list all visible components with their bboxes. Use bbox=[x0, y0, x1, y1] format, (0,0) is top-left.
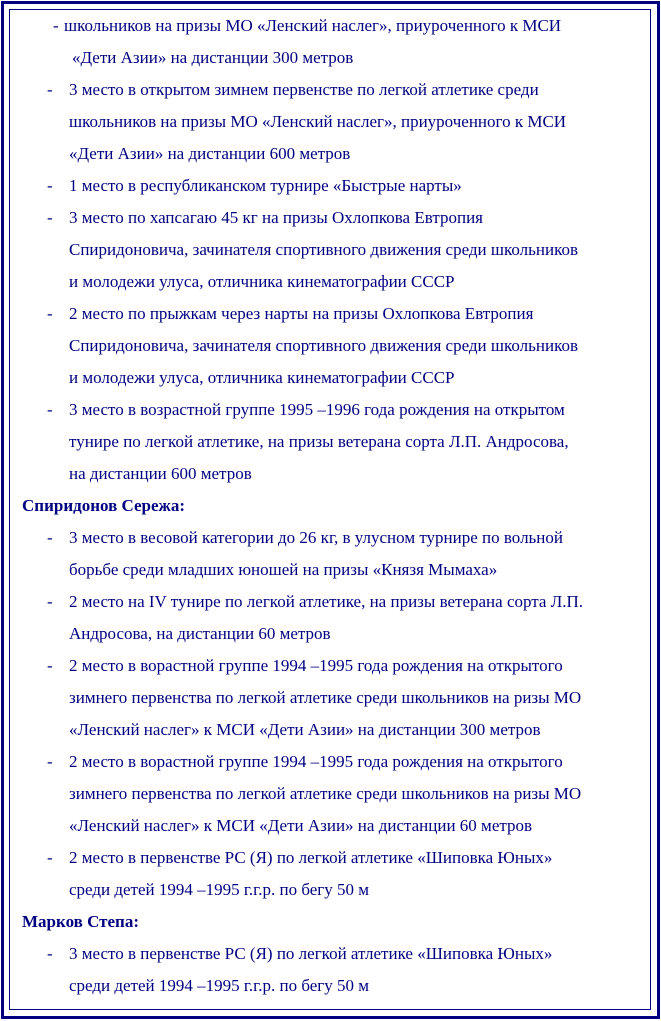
bullet-dash: - bbox=[47, 304, 53, 323]
achievement-text-line: Спиридоновича, зачинателя спортивного движения среди школьников bbox=[69, 336, 579, 355]
achievement-text-line: школьников на призы МО «Ленский наслег», приуроченного к МСИ bbox=[69, 112, 567, 131]
achievement-text-line: «Ленский наслег» к МСИ «Дети Азии» на дистанции 60 метров bbox=[69, 816, 533, 835]
achievement-text-line: зимнего первенства по легкой атлетике среди школьников на ризы МО bbox=[69, 688, 582, 707]
achievement-text-line: Спиридоновича, зачинателя спортивного движения среди школьников bbox=[69, 240, 579, 259]
achievement-text-line: 2 место в ворастной группе 1994 –1995 года рождения на открытого bbox=[69, 656, 563, 675]
achievement-text-line: 2 место на IV тунире по легкой атлетике, на призы ветерана сорта Л.П. bbox=[69, 592, 584, 611]
achievement-text-line: 3 место в открытом зимнем первенстве по легкой атлетике среди bbox=[69, 80, 539, 99]
achievement-text-line: на дистанции 600 метров bbox=[69, 464, 252, 483]
bullet-dash: - bbox=[47, 528, 53, 547]
achievement-text-line: борьбе среди младших юношей на призы «Князя Мымаха» bbox=[69, 560, 498, 579]
achievement-text-line: среди детей 1994 –1995 г.г.р. по бегу 50 м bbox=[69, 976, 370, 995]
achievement-text-line: «Ленский наслег» к МСИ «Дети Азии» на дистанции 300 метров bbox=[69, 720, 541, 739]
document-frame bbox=[1, 1, 660, 1019]
achievement-text-line: 1 место в республиканском турнире «Быстрые нарты» bbox=[69, 176, 462, 195]
achievement-text-line: 2 место в ворастной группе 1994 –1995 года рождения на открытого bbox=[69, 752, 563, 771]
achievement-text-line: и молодежи улуса, отличника кинематографии СССР bbox=[69, 368, 455, 387]
achievement-text-line: 2 место в первенстве РС (Я) по легкой атлетике «Шиповка Юных» bbox=[69, 848, 553, 867]
achievement-text-line: 2 место по прыжкам через нарты на призы Охлопкова Евтропия bbox=[69, 304, 534, 323]
achievement-item bbox=[10, 938, 650, 1002]
achievement-item bbox=[10, 586, 650, 650]
bullet-dash: - bbox=[53, 16, 59, 35]
achievement-item bbox=[10, 394, 650, 490]
bullet-dash: - bbox=[47, 752, 53, 771]
achievement-text-line: 3 место по хапсагаю 45 кг на призы Охлопкова Евтропия bbox=[69, 208, 483, 227]
bullet-dash: - bbox=[47, 208, 53, 227]
student-name: Спиридонов Сережа: bbox=[22, 496, 186, 515]
bullet-dash: - bbox=[47, 80, 53, 99]
achievements-list bbox=[10, 10, 650, 1002]
achievement-item bbox=[10, 10, 650, 74]
achievement-text-line: «Дети Азии» на дистанции 600 метров bbox=[69, 144, 351, 163]
achievement-text-line: 3 место в возрастной группе 1995 –1996 года рождения на открытом bbox=[69, 400, 565, 419]
achievement-item bbox=[10, 842, 650, 906]
achievement-text-line: тунире по легкой атлетике, на призы ветерана сорта Л.П. Андросова, bbox=[69, 432, 569, 451]
bullet-dash: - bbox=[47, 944, 53, 963]
bullet-dash: - bbox=[47, 656, 53, 675]
achievement-text-line: 3 место в весовой категории до 26 кг, в улусном турнире по вольной bbox=[69, 528, 563, 547]
achievement-item bbox=[10, 202, 650, 298]
bullet-dash: - bbox=[47, 848, 53, 867]
achievement-item bbox=[10, 74, 650, 170]
achievement-item bbox=[10, 298, 650, 394]
document-inner-border bbox=[9, 9, 651, 1010]
achievement-item bbox=[10, 170, 650, 202]
bullet-dash: - bbox=[47, 592, 53, 611]
achievement-text-line: среди детей 1994 –1995 г.г.р. по бегу 50 м bbox=[69, 880, 370, 899]
bullet-dash: - bbox=[47, 400, 53, 419]
achievement-text-line: 3 место в первенстве РС (Я) по легкой атлетике «Шиповка Юных» bbox=[69, 944, 553, 963]
achievement-text-line: школьников на призы МО «Ленский наслег», приуроченного к МСИ bbox=[64, 16, 562, 35]
achievement-text-line: «Дети Азии» на дистанции 300 метров bbox=[72, 48, 354, 67]
achievement-text-line: Андросова, на дистанции 60 метров bbox=[69, 624, 331, 643]
bullet-dash: - bbox=[47, 176, 53, 195]
achievement-item bbox=[10, 522, 650, 586]
achievement-text-line: и молодежи улуса, отличника кинематографии СССР bbox=[69, 272, 455, 291]
achievement-item bbox=[10, 746, 650, 842]
achievement-text-line: зимнего первенства по легкой атлетике среди школьников на ризы МО bbox=[69, 784, 582, 803]
student-name: Марков Степа: bbox=[22, 912, 139, 931]
achievement-item bbox=[10, 650, 650, 746]
